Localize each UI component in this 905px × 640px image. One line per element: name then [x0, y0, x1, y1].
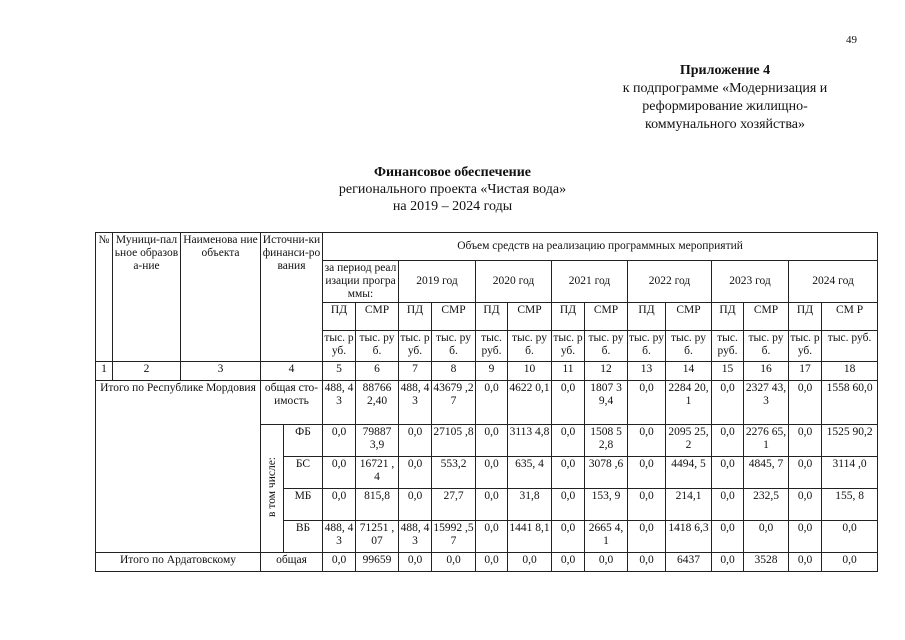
- header-pd: ПД: [789, 303, 822, 331]
- value-cell: 155, 8: [822, 489, 878, 521]
- column-number: 15: [712, 362, 744, 381]
- header-smr: СМР: [585, 303, 628, 331]
- value-cell: 3113 4,8: [508, 425, 552, 457]
- value-cell: 0,0: [789, 381, 822, 425]
- header-source: Источни-ки финанси-рования: [261, 233, 323, 362]
- source-cell: ФБ: [284, 425, 323, 457]
- header-unit: тыс. руб.: [508, 331, 552, 362]
- value-cell: 2665 4,1: [585, 521, 628, 553]
- header-pd: ПД: [552, 303, 585, 331]
- value-cell: 1418 6,3: [666, 521, 712, 553]
- value-cell: 0,0: [399, 553, 432, 572]
- value-cell: 2327 43,3: [744, 381, 789, 425]
- header-unit: тыс. руб.: [789, 331, 822, 362]
- value-cell: 3114 ,0: [822, 457, 878, 489]
- value-cell: 0,0: [789, 425, 822, 457]
- table-row-total-ardatov: [96, 553, 878, 572]
- value-cell: 1525 90,2: [822, 425, 878, 457]
- value-cell: 4494, 5: [666, 457, 712, 489]
- column-number: 14: [666, 362, 712, 381]
- header-pd: ПД: [323, 303, 356, 331]
- value-cell: 488, 43: [323, 521, 356, 553]
- header-unit: тыс. руб.: [432, 331, 476, 362]
- value-cell: 4845, 7: [744, 457, 789, 489]
- value-cell: 0,0: [628, 489, 666, 521]
- heading-title: Финансовое обеспечение: [373, 165, 532, 180]
- table-row-total-mordovia: [96, 381, 878, 425]
- header-smr: СМР: [744, 303, 789, 331]
- value-cell: 0,0: [432, 553, 476, 572]
- header-unit: тыс. руб.: [552, 331, 585, 362]
- appendix-line: к подпрограмме «Модернизация и: [622, 81, 828, 96]
- header-year: 2022 год: [628, 261, 712, 303]
- value-cell: 0,0: [552, 521, 585, 553]
- column-number: 1: [96, 362, 113, 381]
- header-smr: СМ Р: [822, 303, 878, 331]
- header-unit: тыс. руб.: [356, 331, 399, 362]
- value-cell: 27,7: [432, 489, 476, 521]
- column-number: 18: [822, 362, 878, 381]
- header-year: 2023 год: [712, 261, 789, 303]
- header-smr: СМР: [356, 303, 399, 331]
- value-cell: 1558 60,0: [822, 381, 878, 425]
- value-cell: 0,0: [323, 489, 356, 521]
- header-unit: тыс. руб.: [585, 331, 628, 362]
- value-cell: 0,0: [476, 457, 508, 489]
- value-cell: 0,0: [399, 457, 432, 489]
- header-object: Наименова ние объекта: [181, 233, 261, 362]
- column-number: 7: [399, 362, 432, 381]
- value-cell: 153, 9: [585, 489, 628, 521]
- header-unit: тыс. руб.: [744, 331, 789, 362]
- value-cell: 232,5: [744, 489, 789, 521]
- value-cell: 1807 39,4: [585, 381, 628, 425]
- value-cell: 0,0: [585, 553, 628, 572]
- value-cell: 0,0: [628, 553, 666, 572]
- value-cell: 31,8: [508, 489, 552, 521]
- value-cell: 0,0: [476, 489, 508, 521]
- value-cell: 0,0: [476, 553, 508, 572]
- header-pd: ПД: [476, 303, 508, 331]
- header-num: №: [96, 233, 113, 362]
- value-cell: 0,0: [399, 489, 432, 521]
- document-heading: [0, 164, 905, 215]
- appendix-line: реформирование жилищно-: [642, 99, 808, 114]
- header-pd: ПД: [399, 303, 432, 331]
- value-cell: 0,0: [712, 489, 744, 521]
- column-number: 8: [432, 362, 476, 381]
- column-number: 16: [744, 362, 789, 381]
- value-cell: 0,0: [789, 521, 822, 553]
- heading-subtitle: регионального проекта «Чистая вода»: [338, 182, 567, 197]
- value-cell: 79887 3,9: [356, 425, 399, 457]
- group-label: в том числе:: [265, 456, 278, 517]
- value-cell: 214,1: [666, 489, 712, 521]
- source-cell: БС: [284, 457, 323, 489]
- column-number: 10: [508, 362, 552, 381]
- value-cell: 0,0: [822, 521, 878, 553]
- column-number: 12: [585, 362, 628, 381]
- value-cell: 0,0: [789, 553, 822, 572]
- total-ardatov-label: Итого по Ардатовскому: [96, 553, 261, 572]
- value-cell: 1441 8,1: [508, 521, 552, 553]
- header-pd: ПД: [628, 303, 666, 331]
- header-smr: СМР: [432, 303, 476, 331]
- value-cell: 88766 2,40: [356, 381, 399, 425]
- appendix-block: [560, 62, 890, 134]
- value-cell: 15992 ,57: [432, 521, 476, 553]
- value-cell: 1508 52,8: [585, 425, 628, 457]
- value-cell: 0,0: [323, 457, 356, 489]
- value-cell: 99659: [356, 553, 399, 572]
- header-smr: СМР: [666, 303, 712, 331]
- value-cell: 488, 43: [399, 381, 432, 425]
- header-unit: тыс. руб.: [323, 331, 356, 362]
- header-year: 2019 год: [399, 261, 476, 303]
- group-label-cell: [261, 425, 284, 553]
- column-number-row: [96, 362, 878, 381]
- column-number: 9: [476, 362, 508, 381]
- value-cell: 0,0: [323, 425, 356, 457]
- header-unit: тыс. руб.: [476, 331, 508, 362]
- column-number: 11: [552, 362, 585, 381]
- value-cell: 2276 65,1: [744, 425, 789, 457]
- value-cell: 0,0: [476, 521, 508, 553]
- total-mordovia-label: Итого по Республике Мордовия: [96, 381, 261, 553]
- appendix-title: Приложение 4: [679, 63, 771, 78]
- header-year: 2020 год: [476, 261, 552, 303]
- value-cell: 0,0: [712, 553, 744, 572]
- header-unit: тыс. руб.: [712, 331, 744, 362]
- column-number: 4: [261, 362, 323, 381]
- header-period: за период реализации программы:: [323, 261, 399, 303]
- header-municipality: Муници-пальное образова-ние: [113, 233, 181, 362]
- column-number: 2: [113, 362, 181, 381]
- header-year: 2024 год: [789, 261, 878, 303]
- value-cell: 0,0: [323, 553, 356, 572]
- value-cell: 553,2: [432, 457, 476, 489]
- value-cell: 71251 ,07: [356, 521, 399, 553]
- value-cell: 16721 ,4: [356, 457, 399, 489]
- value-cell: 0,0: [476, 381, 508, 425]
- appendix-line: коммунального хозяйства»: [644, 117, 806, 132]
- value-cell: 2095 25,2: [666, 425, 712, 457]
- value-cell: 0,0: [744, 521, 789, 553]
- header-unit: тыс. руб.: [822, 331, 878, 362]
- value-cell: 0,0: [628, 521, 666, 553]
- value-cell: 27105 ,8: [432, 425, 476, 457]
- value-cell: 3078 ,6: [585, 457, 628, 489]
- value-cell: 0,0: [712, 425, 744, 457]
- value-cell: 0,0: [552, 553, 585, 572]
- value-cell: 43679 ,27: [432, 381, 476, 425]
- value-cell: 0,0: [789, 489, 822, 521]
- value-cell: 0,0: [552, 381, 585, 425]
- source-cell: общая: [261, 553, 323, 572]
- value-cell: 4622 0,1: [508, 381, 552, 425]
- source-cell: ВБ: [284, 521, 323, 553]
- value-cell: 2284 20,1: [666, 381, 712, 425]
- value-cell: 0,0: [628, 381, 666, 425]
- heading-years: на 2019 – 2024 годы: [392, 199, 513, 214]
- source-cell: МБ: [284, 489, 323, 521]
- value-cell: 0,0: [476, 425, 508, 457]
- value-cell: 0,0: [712, 521, 744, 553]
- column-number: 6: [356, 362, 399, 381]
- column-number: 5: [323, 362, 356, 381]
- header-unit: тыс. руб.: [399, 331, 432, 362]
- value-cell: 0,0: [628, 457, 666, 489]
- value-cell: 3528: [744, 553, 789, 572]
- value-cell: 488, 43: [399, 521, 432, 553]
- value-cell: 6437: [666, 553, 712, 572]
- value-cell: 635, 4: [508, 457, 552, 489]
- value-cell: 0,0: [712, 457, 744, 489]
- header-unit: тыс. руб.: [628, 331, 666, 362]
- value-cell: 488, 43: [323, 381, 356, 425]
- value-cell: 0,0: [822, 553, 878, 572]
- value-cell: 0,0: [508, 553, 552, 572]
- column-number: 3: [181, 362, 261, 381]
- value-cell: 0,0: [628, 425, 666, 457]
- header-smr: СМР: [508, 303, 552, 331]
- value-cell: 0,0: [399, 425, 432, 457]
- value-cell: 0,0: [789, 457, 822, 489]
- value-cell: 815,8: [356, 489, 399, 521]
- value-cell: 0,0: [552, 425, 585, 457]
- value-cell: 0,0: [552, 457, 585, 489]
- header-year: 2021 год: [552, 261, 628, 303]
- header-pd: ПД: [712, 303, 744, 331]
- financing-table: [95, 232, 878, 572]
- column-number: 17: [789, 362, 822, 381]
- value-cell: 0,0: [712, 381, 744, 425]
- source-cell: общая сто-имость: [261, 381, 323, 425]
- value-cell: 0,0: [552, 489, 585, 521]
- header-unit: тыс. руб.: [666, 331, 712, 362]
- header-volume: Объем средств на реализацию программных мероприятий: [323, 233, 878, 261]
- page-number: 49: [846, 34, 857, 46]
- column-number: 13: [628, 362, 666, 381]
